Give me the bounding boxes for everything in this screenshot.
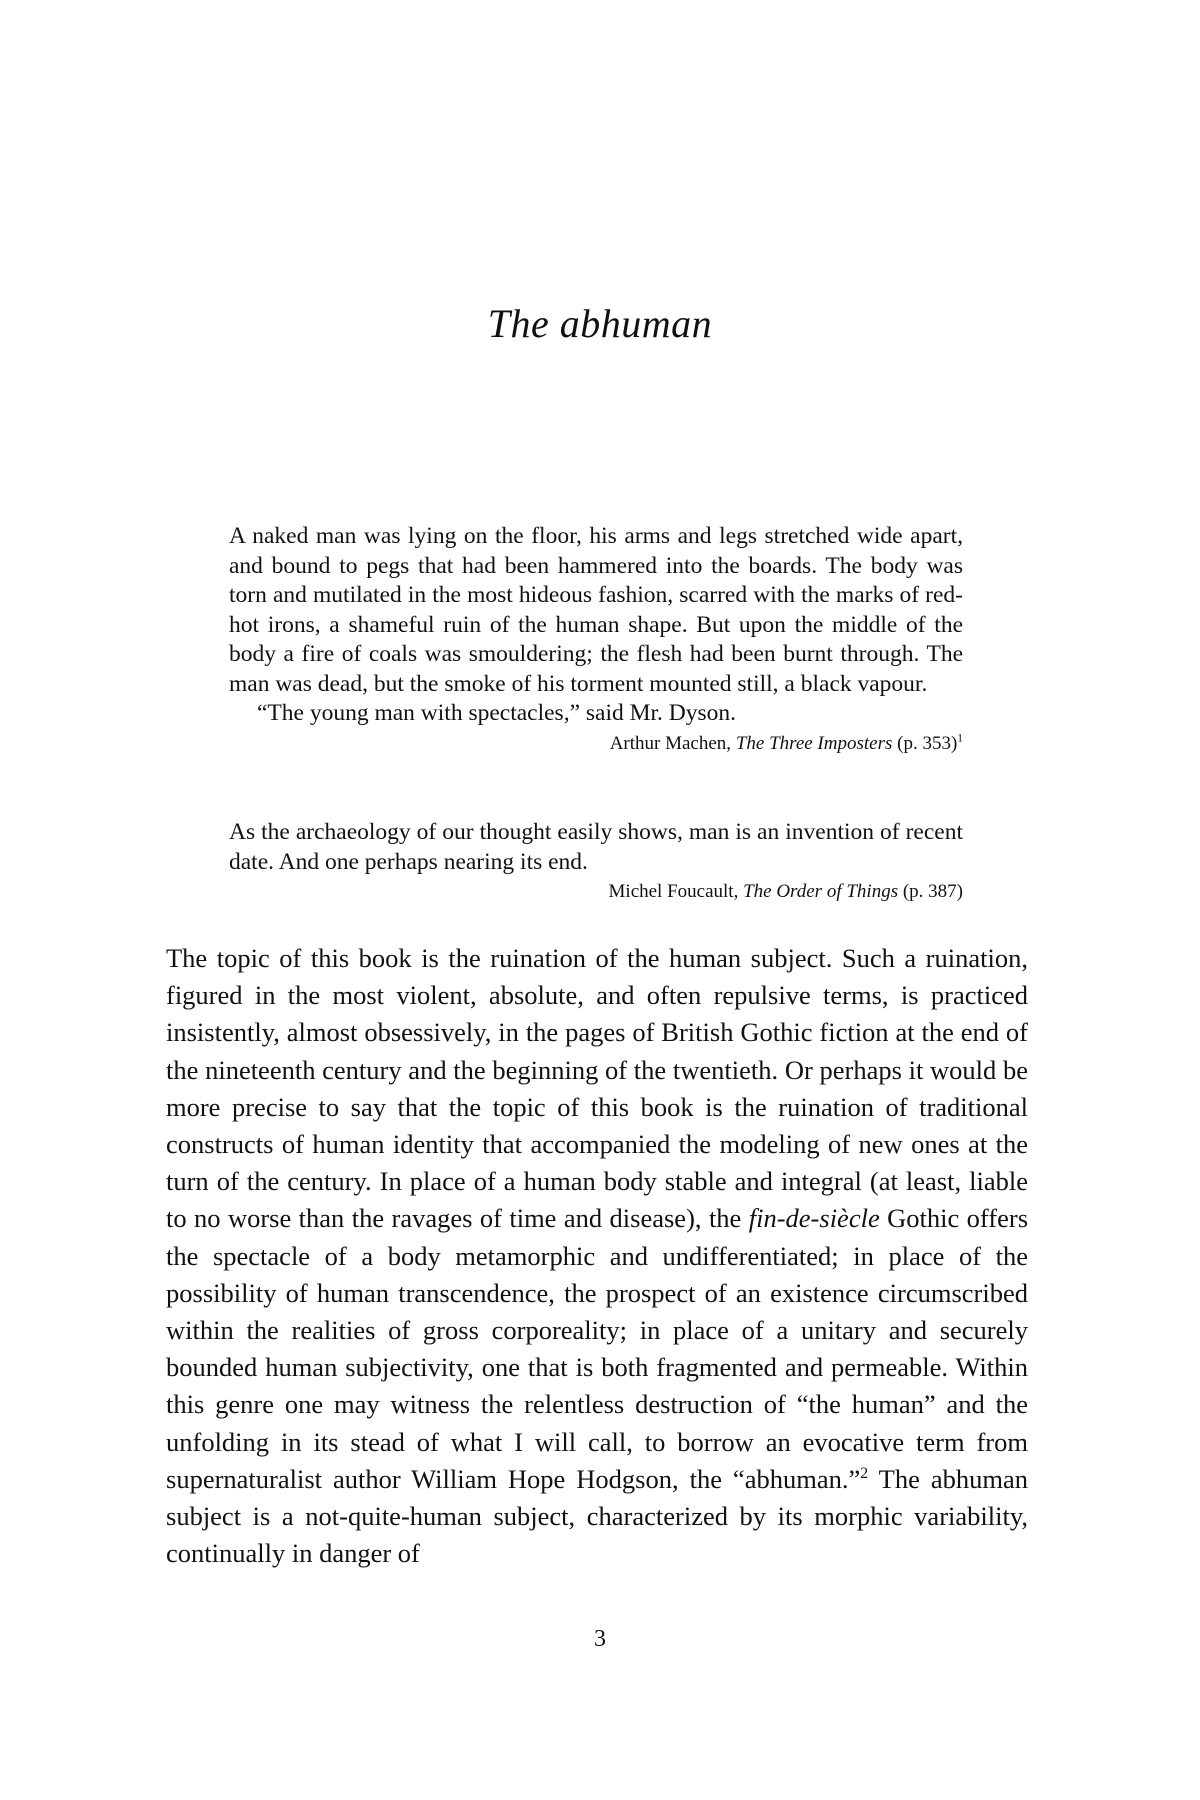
attribution-author: Arthur Machen,: [609, 732, 732, 754]
chapter-title: The abhuman: [487, 301, 713, 346]
body-paragraph: [166, 940, 1028, 1572]
page-number: 3: [594, 1626, 606, 1652]
epigraph-attribution: [229, 731, 963, 757]
epigraph-text-continued: “The young man with spectacles,” said Mr. Dyson.: [257, 700, 737, 726]
footnote-marker: 2: [860, 1465, 869, 1483]
italic-term: fin-de-siècle: [748, 1203, 880, 1234]
epigraph-text: As the archaeology of our thought easily shows, man is an invention of recent date. And one perhaps nearing its end.: [229, 819, 963, 875]
attribution-author: Michel Foucault,: [608, 881, 739, 902]
body-text-part-3: The abhuman subject is a not-quite-human subject, characterized by its morphic variability, continually in danger of: [166, 1463, 1028, 1569]
epigraph-machen: [229, 522, 963, 757]
attribution-work: The Three Imposters: [735, 732, 893, 754]
attribution-work: The Order of Things: [743, 881, 899, 902]
footnote-marker: 1: [957, 732, 963, 745]
attribution-page: (p. 387): [902, 881, 963, 902]
epigraph-foucault: [229, 818, 963, 905]
epigraph-attribution: [229, 879, 963, 905]
epigraph-text: A naked man was lying on the floor, his arms and legs stretched wide apart, and bound to pegs that had been hammered into the boards. The body was torn and mutilated in the most hideous fashion, scarred with the marks of red-hot irons, a shameful ruin of the human shape. But upon the middle of the body a fire of coals was smouldering; the flesh had been burnt through. The man was dead, but the smoke of his torment mounted still, a black vapour.: [229, 523, 963, 697]
attribution-page: (p. 353): [897, 732, 958, 754]
body-text-part-1: The topic of this book is the ruination of the human subject. Such a ruination, figured in the most violent, absolute, and often repulsive terms, is practiced insistently, almost obsessively, in the pages of British Gothic fiction at the end of the nineteenth century and the beginning of the twentieth. Or perhaps it would be more precise to say that the topic of this book is the ruination of traditional constructs of human identity that accompanied the modeling of new ones at the turn of the century. In place of a human body stable and integral (at least, liable to no worse than the ravages of time and disease), the: [166, 943, 1028, 1234]
body-text-part-2: Gothic offers the spectacle of a body metamorphic and undifferentiated; in place of the possibility of human transcendence, the prospect of an existence circumscribed within the realities of gross corporeality; in place of a unitary and securely bounded human subjectivity, one that is both fragmented and permeable. Within this genre one may witness the relentless destruction of “the human” and the unfolding in its stead of what I will call, to borrow an evocative term from supernaturalist author William Hope Hodgson, the “abhuman.”: [166, 1203, 1029, 1494]
